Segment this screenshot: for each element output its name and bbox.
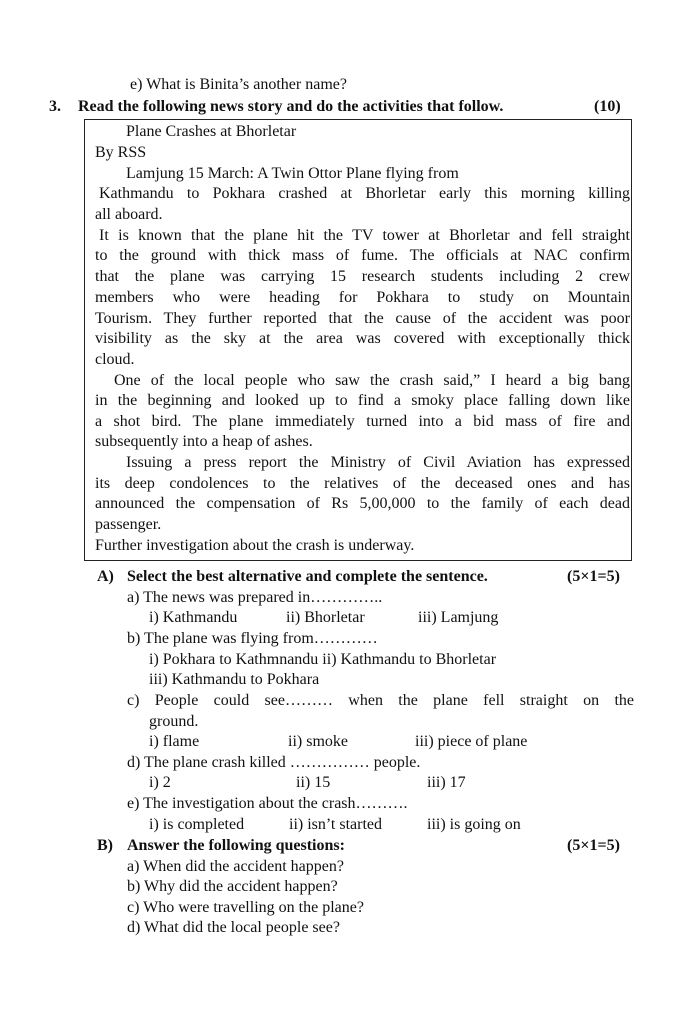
news-line: Kathmandu to Pokhara crashed at Bhorletar early this morning killing [99, 185, 630, 202]
mcq-c-question-cont: ground. [149, 713, 199, 730]
news-line: that the plane was carrying 15 research students including 2 crew [95, 268, 630, 285]
mcq-e-option-1: i) is completed [149, 816, 245, 833]
mcq-b-option-3: iii) Kathmandu to Pokhara [149, 671, 320, 688]
news-line: a shot bird. The plane immediately turned into a bid mass of fire and [95, 413, 630, 430]
section-b-question: b) Why did the accident happen? [127, 878, 338, 895]
mcq-d-question: d) The plane crash killed …………… people. [127, 754, 421, 771]
news-line: to the ground with thick mass of fume. The officials at NAC confirm [95, 247, 630, 264]
news-line: subsequently into a heap of ashes. [95, 433, 313, 450]
question-instruction: Read the following news story and do the activities that follow. [78, 98, 504, 115]
section-a-marks: (5×1=5) [567, 568, 620, 585]
section-b-question: a) When did the accident happen? [127, 858, 344, 875]
mcq-d-option-1: i) 2 [149, 774, 171, 791]
news-line: It is known that the plane hit the TV tower at Bhorletar and fell straight [99, 227, 630, 244]
news-line: Lamjung 15 March: A Twin Ottor Plane flying from [126, 165, 459, 182]
mcq-e-option-3: iii) is going on [427, 816, 521, 833]
previous-question: e) What is Binita’s another name? [130, 76, 347, 93]
section-a-label: A) [97, 568, 114, 585]
mcq-d-option-2: ii) 15 [296, 774, 331, 791]
news-line: members who were heading for Pokhara to study on Mountain [95, 289, 630, 306]
news-byline: By RSS [95, 144, 147, 161]
news-title: Plane Crashes at Bhorletar [126, 123, 297, 140]
mcq-b-question: b) The plane was flying from………… [127, 630, 378, 647]
mcq-e-question: e) The investigation about the crash………. [127, 795, 408, 812]
section-b-question: d) What did the local people see? [127, 919, 340, 936]
mcq-a-option-1: i) Kathmandu [149, 609, 238, 626]
mcq-d-option-3: iii) 17 [427, 774, 466, 791]
news-line: its deep condolences to the relatives of the deceased ones and has [95, 475, 630, 492]
mcq-c-option-2: ii) smoke [288, 733, 348, 750]
section-b-label: B) [97, 837, 113, 854]
section-b-question: c) Who were travelling on the plane? [127, 899, 364, 916]
news-line: announced the compensation of Rs 5,00,000 to the family of each dead [95, 495, 630, 512]
mcq-c-option-1: i) flame [149, 733, 200, 750]
mcq-b-options: i) Pokhara to Kathmnandu ii) Kathmandu to Bhorletar [149, 651, 497, 668]
news-line: cloud. [95, 351, 135, 368]
section-b-marks: (5×1=5) [567, 837, 620, 854]
news-line: in the beginning and looked up to find a smoky place falling down like [95, 392, 630, 409]
news-line: Further investigation about the crash is underway. [95, 537, 415, 554]
mcq-e-option-2: ii) isn’t started [289, 816, 383, 833]
section-a-heading: Select the best alternative and complete the sentence. [127, 568, 488, 585]
mcq-c-option-3: iii) piece of plane [415, 733, 528, 750]
section-b-heading: Answer the following questions: [127, 837, 345, 854]
news-line: Issuing a press report the Ministry of Civil Aviation has expressed [126, 454, 630, 471]
news-line: passenger. [95, 516, 162, 533]
mcq-a-option-3: iii) Lamjung [418, 609, 499, 626]
question-marks: (10) [594, 98, 621, 115]
news-line: visibility as the sky at the area was covered with exceptionally thick [95, 330, 630, 347]
news-line: One of the local people who saw the crash said,” I heard a big bang [114, 372, 630, 389]
question-number: 3. [49, 98, 61, 115]
mcq-c-question: c) People could see……… when the plane fell straight on the [127, 692, 634, 709]
mcq-a-question: a) The news was prepared in………….. [127, 589, 383, 606]
mcq-a-option-2: ii) Bhorletar [286, 609, 365, 626]
news-line: all aboard. [95, 206, 163, 223]
news-line: Tourism. They further reported that the cause of the accident was poor [95, 310, 630, 327]
